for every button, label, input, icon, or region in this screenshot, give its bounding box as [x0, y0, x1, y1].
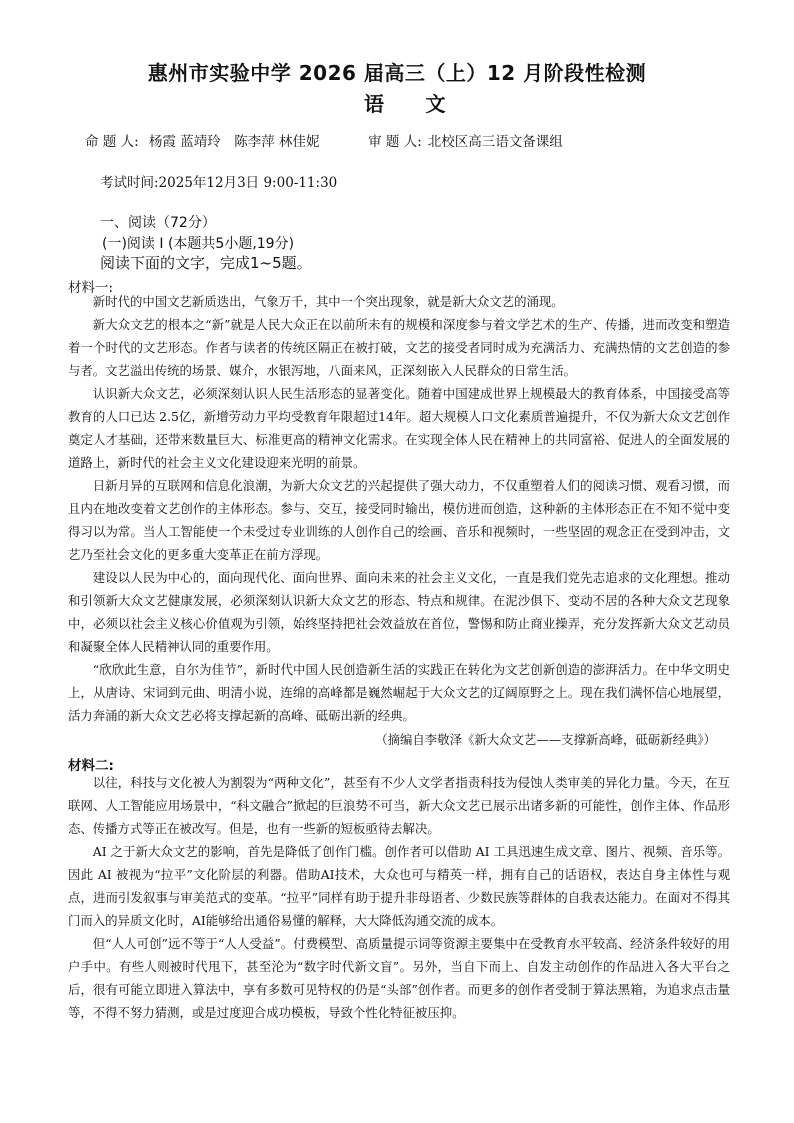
authors-label: 命 题 人:	[85, 134, 139, 150]
reviewers-names: 北校区高三语文备课组	[427, 134, 563, 150]
material2-paragraph: 但“人人可创”远不等于“人人受益”。付费模型、高质量提示词等资源主要集中在受教育水平较高、经济条件较好的用户手中。有些人则被时代甩下，甚至沦为“数字时代新文盲”。另外，当自下而上、自发主动创作的作品进入各大平台之后，很有可能立即进入算法中，享有多数可见特权的仍是“头部”创作者。而更多的创作者受制于算法黑箱，为追求点击量等，不得不努力猜测，或是过度迎合成功模板，导致个性化特征被压抑。	[68, 936, 730, 1020]
material1-label: 材料一:	[68, 280, 114, 296]
exam-title: 惠州市实验中学 2026 届高三（上）12 月阶段性检测	[147, 61, 647, 85]
section-subheading: (一)阅读 I (本题共5小题,19分)	[102, 236, 295, 252]
setters-line	[85, 130, 569, 150]
material1-paragraph: “欣欣此生意，自尔为佳节”，新时代中国人民创造新生活的实践正在转化为文艺创新创造的澎湃活力。在中华文明史上，从唐诗、宋词到元曲、明清小说，连绵的高峰都是巍然崛起于大众文艺的辽阔原野之上。现在我们满怀信心地展望，活力奔涌的新大众文艺必将支撑起新的高峰、砥砺出新的经典。	[68, 662, 730, 723]
authors-names: 杨霞 蓝靖玲 陈李萍 林佳妮	[148, 134, 320, 150]
material2-label: 材料二:	[68, 758, 114, 774]
section-instruction: 阅读下面的文字，完成1~5题。	[100, 254, 312, 272]
exam-time: 考试时间:2025年12月3日 9:00-11:30	[100, 175, 338, 191]
subject-title: 语 文	[364, 92, 446, 116]
material1-paragraph: 新大众文艺的根本之“新”就是人民大众正在以前所未有的规模和深度参与着文学艺术的生产、传播，进而改变和塑造着一个时代的文艺形态。作者与读者的传统区隔正在被打破，文艺的接受者同时成为充满活力、充满热情的文艺创造的参与者。文艺溢出传统的场景、媒介，水银泻地，八面来风，正深刻嵌入人民群众的日常生活。	[68, 317, 730, 378]
reviewers-label: 审 题 人:	[368, 134, 422, 150]
material1-paragraph: 新时代的中国文艺新质迭出，气象万千，其中一个突出现象，就是新大众文艺的涌现。	[92, 294, 564, 309]
material2-paragraph: 以往，科技与文化被人为割裂为“两种文化”，甚至有不少人文学者指责科技为侵蚀人类审美的异化力量。今天，在互联网、人工智能应用场景中，“科文融合”掀起的巨浪势不可当，新大众文艺已展示出诸多新的可能性，创作主体、作品形态、传播方式等正在被改写。但是，也有一些新的短板亟待去解决。	[68, 775, 730, 836]
material1-source: （摘编自李敬泽《新大众文艺——支撑新高峰，砥砺新经典》）	[375, 732, 716, 747]
material1-paragraph: 建设以人民为中心的，面向现代化、面向世界、面向未来的社会主义文化，一直是我们党先志追求的文化理想。推动和引领新大众文艺健康发展，必须深刻认识新大众文艺的形态、特点和规律。在泥沙俱下、变动不居的各种大众文艺现象中，必须以社会主义核心价值观为引领，始终坚持把社会效益放在首位，警惕和防止商业操弄，充分发挥新大众文艺动员和凝聚全体人民精神认同的重要作用。	[68, 570, 730, 654]
material2-paragraph: AI 之于新大众文艺的影响，首先是降低了创作门槛。创作者可以借助 AI 工具迅速生成文章、图片、视频、音乐等。因此 AI 被视为“拉平”文化阶层的利器。借助AI技术，大众也可与精英一样，拥有自己的话语权，表达自身主体性与观点，进而引发叙事与审美范式的变革。“拉平”同样有助于提升非母语者、少数民族等群体的自我表达能力。在面对不得其门而入的异质文化时，AI能够给出通俗易懂的解释，大大降低沟通交流的成本。	[68, 844, 730, 928]
material1-body	[68, 290, 730, 727]
material1-paragraph: 日新月异的互联网和信息化浪潮，为新大众文艺的兴起提供了强大动力，不仅重塑着人们的阅读习惯、观看习惯，而且内在地改变着文艺创作的主体形态。参与、交互，接受同时输出，模仿进而创造，这种新的主体形态正在不知不觉中变得习以为常。当人工智能使一个未受过专业训练的人创作自己的绘画、音乐和视频时，一些坚固的观念正在受到冲击，文艺乃至社会文化的更多重大变革正在前方浮现。	[68, 478, 730, 562]
material2-body	[68, 771, 730, 1024]
material1-paragraph: 认识新大众文艺，必须深刻认识人民生活形态的显著变化。随着中国建成世界上规模最大的教育体系，中国接受高等教育的人口已达 2.5亿，新增劳动力平均受教育年限超过14年。超大规模人口文化素质普遍提升，不仅为新大众文艺创作奠定人才基础，还带来数量巨大、标准更高的精神文化需求。在实现全体人民在精神上的共同富裕、促进人的全面发展的道路上，新时代的社会主义文化建设迎来光明的前景。	[68, 386, 730, 470]
section-heading: 一、阅读（72分）	[100, 215, 216, 231]
